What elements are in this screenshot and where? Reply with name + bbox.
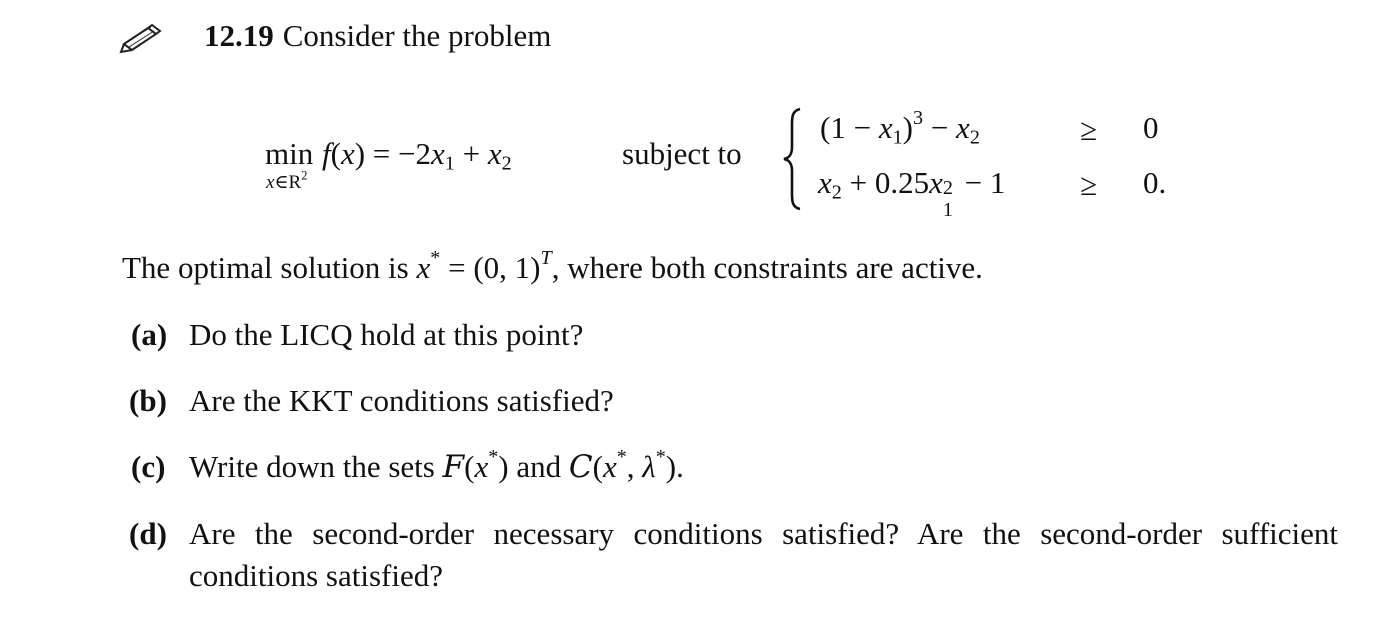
part-b-text: Are the KKT conditions satisfied? bbox=[189, 383, 614, 418]
part-c-text: Write down the sets F(x*) and C(x*, λ*). bbox=[189, 445, 684, 485]
exercise-intro: Consider the problem bbox=[282, 18, 552, 53]
constraint-1-lhs: $(1 - x_1)^3 - x_2$ bbox=[820, 106, 980, 149]
part-a-text: Do the LICQ hold at this point? bbox=[189, 317, 584, 352]
constraint-2-relation: ≥ bbox=[1080, 167, 1098, 202]
subject-to-label: subject to bbox=[622, 136, 742, 171]
part-b-label: (b) bbox=[129, 383, 167, 418]
constraint-2-rhs: 0. bbox=[1143, 165, 1167, 200]
min-operator: min bbox=[265, 136, 314, 171]
exercise-number: 12.19 bbox=[204, 18, 274, 53]
min-domain: $x\in R^2$ bbox=[266, 168, 308, 193]
part-d-text-line1: Are the second-order necessary conditions satisfied? Are the second-order sufficient bbox=[189, 516, 1338, 551]
part-a-label: (a) bbox=[131, 317, 168, 352]
left-brace bbox=[782, 107, 804, 211]
part-c-label: (c) bbox=[131, 449, 166, 484]
solution-statement: The optimal solution is x* = (0, 1)$^T$, where both constraints are active. bbox=[122, 246, 983, 285]
constraint-2-lhs: $x_2 + 0.25x$ 2 1 − 1 bbox=[818, 165, 1006, 221]
part-d-label: (d) bbox=[129, 516, 167, 551]
constraint-1-relation: ≥ bbox=[1080, 112, 1098, 147]
pencil-icon bbox=[118, 22, 162, 54]
constraint-1-rhs: 0 bbox=[1143, 110, 1159, 145]
part-d-text-line2: conditions satisfied? bbox=[189, 558, 443, 593]
objective-function: $f(x) = -2x_1 + x_2$ bbox=[322, 136, 512, 175]
exercise-header bbox=[204, 18, 551, 54]
